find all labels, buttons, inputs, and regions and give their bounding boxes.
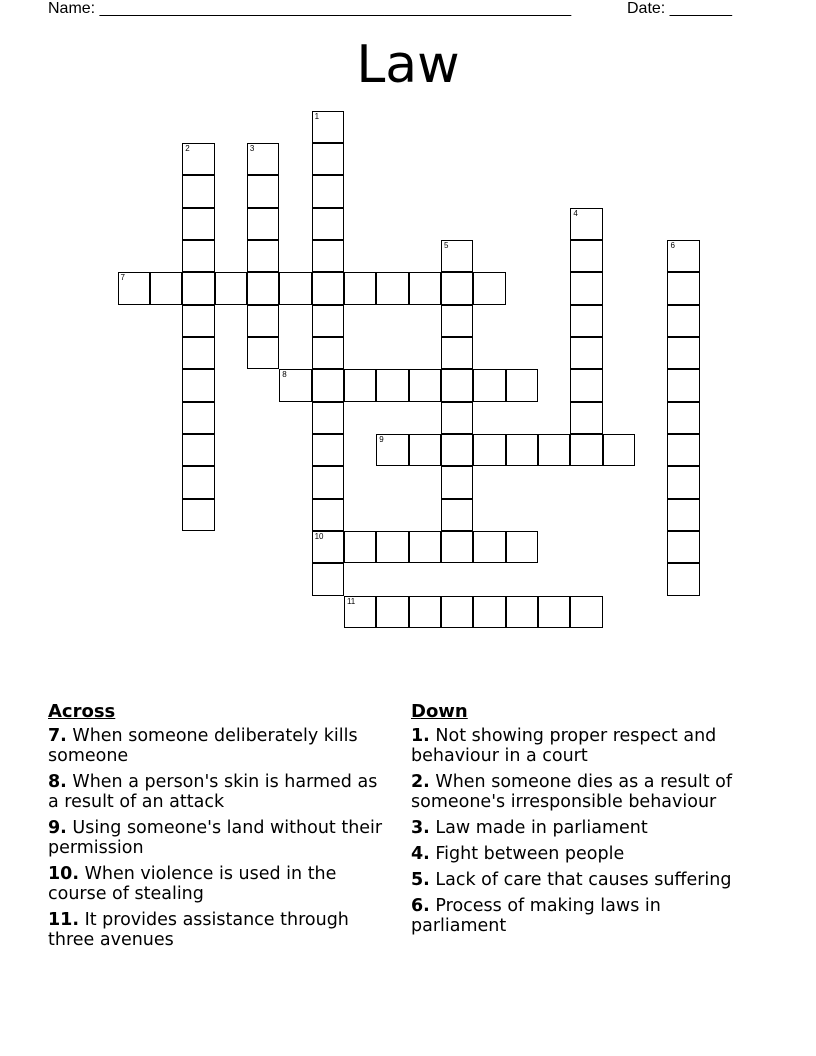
grid-cell[interactable]	[506, 369, 538, 401]
grid-cell[interactable]	[182, 466, 214, 498]
grid-cell[interactable]	[182, 208, 214, 240]
grid-cell[interactable]	[312, 531, 344, 563]
grid-cell[interactable]	[312, 369, 344, 401]
grid-cell[interactable]	[441, 272, 473, 304]
grid-cell[interactable]	[538, 596, 570, 628]
grid-cell[interactable]	[603, 434, 635, 466]
grid-cell[interactable]	[312, 143, 344, 175]
grid-cell[interactable]	[247, 208, 279, 240]
clue-number: 11.	[48, 910, 80, 930]
grid-cell[interactable]	[312, 305, 344, 337]
clue-text: When violence is used in the course of stealing	[48, 864, 337, 904]
clue-number: 6	[670, 240, 675, 250]
grid-cell[interactable]	[182, 175, 214, 207]
grid-cell[interactable]	[441, 466, 473, 498]
grid-cell[interactable]	[215, 272, 247, 304]
grid-cell[interactable]	[570, 337, 602, 369]
grid-cell[interactable]	[441, 434, 473, 466]
clue-number: 4.	[411, 844, 430, 864]
grid-cell[interactable]	[441, 596, 473, 628]
grid-cell[interactable]	[409, 369, 441, 401]
clue-number: 3	[249, 143, 255, 153]
grid-cell[interactable]	[667, 466, 699, 498]
grid-cell[interactable]	[409, 272, 441, 304]
grid-cell[interactable]	[247, 272, 279, 304]
clue-text: Not showing proper respect and behaviour in a court	[411, 726, 717, 766]
grid-cell[interactable]	[409, 531, 441, 563]
grid-cell[interactable]	[247, 175, 279, 207]
grid-cell[interactable]	[441, 337, 473, 369]
grid-cell[interactable]	[182, 402, 214, 434]
clue-number: 2.	[411, 772, 430, 792]
grid-cell[interactable]	[441, 305, 473, 337]
grid-cell[interactable]	[667, 305, 699, 337]
grid-cell[interactable]	[279, 272, 311, 304]
grid-cell[interactable]	[312, 402, 344, 434]
clue-number: 10	[314, 532, 324, 542]
across-heading: Across	[48, 701, 116, 722]
name-field-label[interactable]: Name: _____________________________________________________	[48, 0, 572, 17]
grid-cell[interactable]	[473, 596, 505, 628]
grid-cell[interactable]	[441, 240, 473, 272]
grid-cell[interactable]	[473, 272, 505, 304]
grid-cell[interactable]	[312, 563, 344, 595]
clue-text: Using someone's land without their permission	[48, 818, 383, 858]
clue-text: When a person's skin is harmed as a result of an attack	[48, 772, 378, 812]
grid-cell[interactable]	[506, 596, 538, 628]
grid-cell[interactable]	[312, 434, 344, 466]
grid-cell[interactable]	[667, 369, 699, 401]
clue-number: 5	[444, 240, 449, 250]
grid-cell[interactable]	[667, 272, 699, 304]
grid-cell[interactable]	[667, 240, 699, 272]
grid-cell[interactable]	[182, 240, 214, 272]
down-clues	[411, 700, 756, 942]
grid-cell[interactable]	[376, 369, 408, 401]
clue-number: 8.	[48, 772, 67, 792]
grid-cell[interactable]	[667, 402, 699, 434]
grid-cell[interactable]	[441, 499, 473, 531]
grid-cell[interactable]	[344, 531, 376, 563]
clue-number: 9.	[48, 818, 67, 838]
grid-cell[interactable]	[441, 369, 473, 401]
grid-cell[interactable]	[473, 531, 505, 563]
grid-cell[interactable]	[150, 272, 182, 304]
down-clue	[411, 726, 756, 766]
across-clue	[48, 772, 393, 812]
across-clue	[48, 818, 393, 858]
grid-cell[interactable]	[570, 434, 602, 466]
grid-cell[interactable]	[182, 434, 214, 466]
grid-cell[interactable]	[312, 111, 344, 143]
clue-number: 10.	[48, 864, 80, 884]
grid-cell[interactable]	[570, 369, 602, 401]
grid-cell[interactable]	[473, 434, 505, 466]
clue-number: 7	[120, 273, 125, 283]
grid-cell[interactable]	[473, 369, 505, 401]
grid-cell[interactable]	[667, 563, 699, 595]
grid-cell[interactable]	[409, 596, 441, 628]
across-clue	[48, 910, 393, 950]
grid-cell[interactable]	[312, 499, 344, 531]
clue-number: 7.	[48, 726, 67, 746]
grid-cell[interactable]	[182, 272, 214, 304]
grid-cell[interactable]	[247, 337, 279, 369]
grid-cell[interactable]	[409, 434, 441, 466]
grid-cell[interactable]	[247, 240, 279, 272]
grid-cell[interactable]	[312, 208, 344, 240]
grid-cell[interactable]	[570, 272, 602, 304]
down-clue	[411, 844, 756, 864]
grid-cell[interactable]	[667, 434, 699, 466]
clue-number: 4	[573, 208, 578, 218]
grid-cell[interactable]	[312, 272, 344, 304]
clue-number: 9	[379, 435, 384, 444]
grid-cell[interactable]	[441, 531, 473, 563]
clue-text: Process of making laws in parliament	[411, 896, 661, 936]
across-clue-list	[48, 726, 393, 950]
grid-cell[interactable]	[570, 402, 602, 434]
grid-cell[interactable]	[376, 596, 408, 628]
clue-text: When someone deliberately kills someone	[48, 726, 358, 766]
grid-cell[interactable]	[376, 531, 408, 563]
grid-cell[interactable]	[506, 531, 538, 563]
grid-cell[interactable]	[344, 369, 376, 401]
grid-cell[interactable]	[667, 499, 699, 531]
clue-number: 8	[282, 370, 287, 380]
grid-cell[interactable]	[441, 402, 473, 434]
grid-cell[interactable]	[312, 466, 344, 498]
grid-cell[interactable]	[506, 434, 538, 466]
grid-cell[interactable]	[344, 272, 376, 304]
grid-cell[interactable]	[182, 143, 214, 175]
clue-text: It provides assistance through three avenues	[48, 910, 349, 950]
grid-cell[interactable]	[312, 175, 344, 207]
grid-cell[interactable]	[667, 531, 699, 563]
clue-number: 5.	[411, 870, 430, 890]
grid-cell[interactable]	[247, 305, 279, 337]
grid-cell[interactable]	[182, 337, 214, 369]
down-clue-list	[411, 726, 756, 936]
clue-number: 6.	[411, 896, 430, 916]
down-clue	[411, 772, 756, 812]
clue-number: 1	[314, 111, 320, 121]
grid-cell[interactable]	[247, 143, 279, 175]
grid-cell[interactable]	[570, 596, 602, 628]
grid-cell[interactable]	[570, 240, 602, 272]
down-clue	[411, 870, 756, 890]
down-heading: Down	[411, 701, 468, 722]
clue-text: When someone dies as a result of someone's irresponsible behaviour	[411, 772, 733, 812]
page-title: Law	[356, 35, 460, 95]
grid-cell[interactable]	[570, 305, 602, 337]
grid-cell[interactable]	[182, 305, 214, 337]
across-clues	[48, 700, 393, 956]
clue-text: Law made in parliament	[429, 818, 648, 838]
clue-number: 11	[346, 596, 356, 606]
down-clue	[411, 818, 756, 838]
clue-number: 2	[185, 143, 190, 153]
grid-cell[interactable]	[667, 337, 699, 369]
grid-cell[interactable]	[376, 272, 408, 304]
grid-cell[interactable]	[344, 596, 376, 628]
grid-cell[interactable]	[182, 499, 214, 531]
down-clue	[411, 896, 756, 936]
clue-text: Lack of care that causes suffering	[429, 870, 732, 890]
clue-number: 1.	[411, 726, 430, 746]
across-clue	[48, 726, 393, 766]
grid-cell[interactable]	[118, 272, 150, 304]
across-clue	[48, 864, 393, 904]
clue-text: Fight between people	[429, 844, 625, 864]
grid-cell[interactable]	[312, 337, 344, 369]
grid-cell[interactable]	[312, 240, 344, 272]
grid-cell[interactable]	[538, 434, 570, 466]
grid-cell[interactable]	[182, 369, 214, 401]
grid-cell[interactable]	[279, 369, 311, 401]
clue-number: 3.	[411, 818, 430, 838]
grid-cell[interactable]	[570, 208, 602, 240]
grid-cell[interactable]	[376, 434, 408, 466]
date-field-label[interactable]: Date: _______	[627, 0, 732, 17]
